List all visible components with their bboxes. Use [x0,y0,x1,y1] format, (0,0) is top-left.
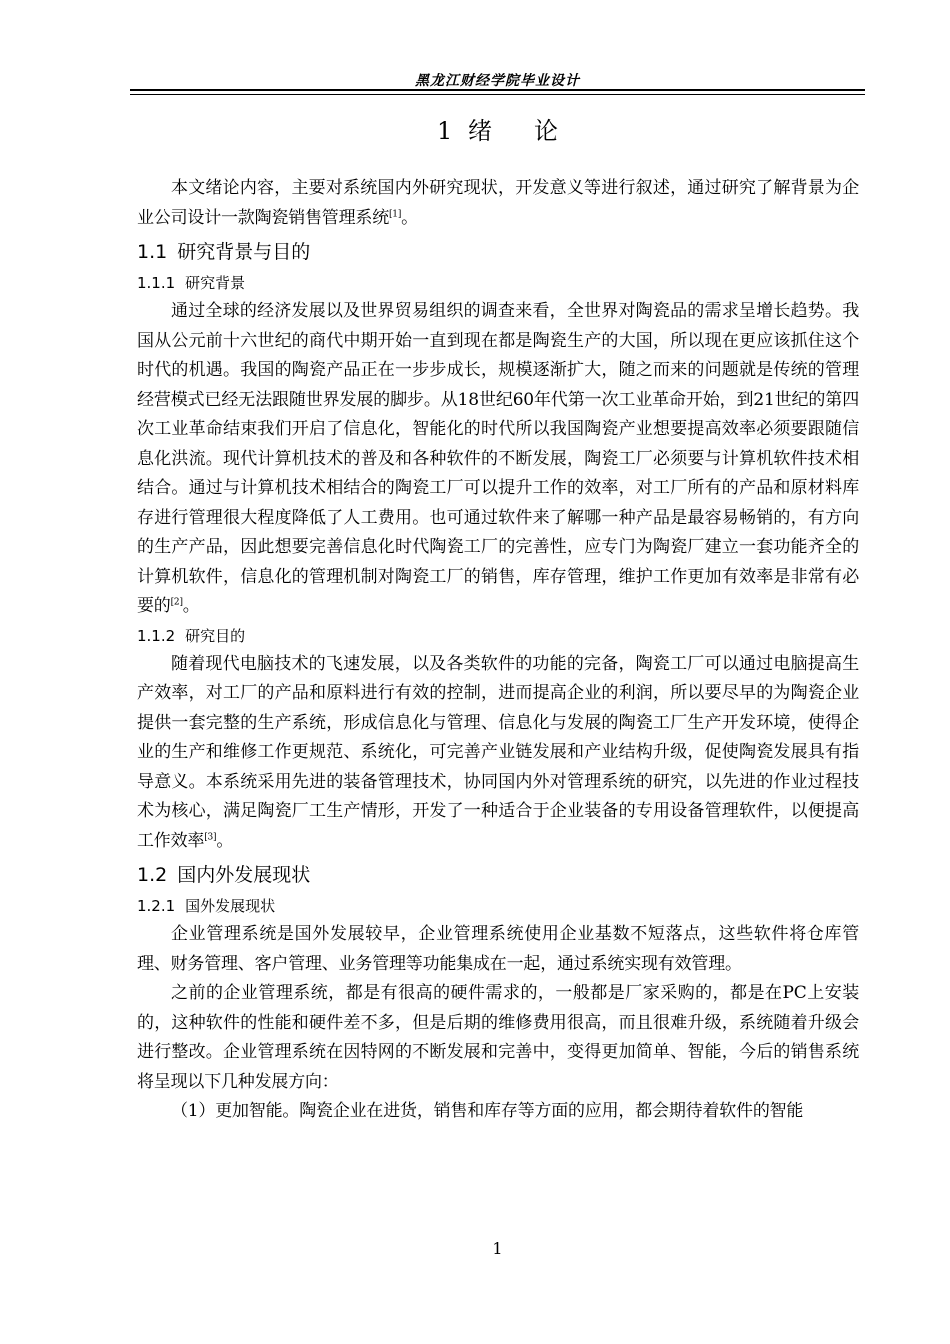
section-heading-1-2: 1.2 国内外发展现状 [137,864,311,886]
foreign-status-paragraph-2: 之前的企业管理系统，都是有很高的硬件需求的，一般都是厂家采购的，都是在PC上安装的，这种软件的性能和硬件差不多，但是后期的维修费用很高，而且很难升级，系统随着升级会进行整改。企业管理系统在因特网的不断发展和完善中，变得更加简单、智能，今后的销售系统将呈现以下几种发展方向： [137,983,859,1092]
chapter-title [130,116,865,146]
citation-ref: [3] [204,831,217,842]
chapter-number: 1 [437,117,453,145]
header-rule-thin [130,94,865,95]
section-heading-1-1-1: 1.1.1 研究背景 [137,274,246,292]
section-heading-1-1: 1.1 研究背景与目的 [137,241,311,263]
header-rule-thick [130,89,865,91]
body-content [137,174,859,1127]
intro-paragraph: 本文绪论内容，主要对系统国内外研究现状，开发意义等进行叙述，通过研究了解背景为企业公司设计一款陶瓷销售管理系统[1]。 [137,178,859,228]
citation-ref: [2] [170,597,183,608]
foreign-status-paragraph-1: 企业管理系统是国外发展较早，企业管理系统使用企业基数不短落点，这些软件将仓库管理、财务管理、客户管理、业务管理等功能集成在一起，通过系统实现有效管理。 [137,924,859,974]
running-header: 黑龙江财经学院毕业设计 [415,73,580,89]
purpose-paragraph: 随着现代电脑技术的飞速发展，以及各类软件的功能的完备，陶瓷工厂可以通过电脑提高生产效率，对工厂的产品和原料进行有效的控制，进而提高企业的利润，所以要尽早的为陶瓷企业提供一套完整的生产系统，形成信息化与管理、信息化与发展的陶瓷工厂生产开发环境，使得企业的生产和维修工作更规范、系统化，可完善产业链发展和产业结构升级，促使陶瓷发展具有指导意义。本系统采用先进的装备管理技术，协同国内外对管理系统的研究，以先进的作业过程技术为核心，满足陶瓷厂工生产情形，开发了一种适合于企业装备的专用设备管理软件，以便提高工作效率[3]。 [137,653,859,851]
section-heading-1-1-2: 1.1.2 研究目的 [137,626,246,645]
page-number: 1 [492,1239,503,1258]
section-heading-1-2-1: 1.2.1 国外发展现状 [137,897,276,915]
chapter-title-char-1: 绪 [467,117,492,145]
chapter-title-char-2: 论 [533,117,558,145]
background-paragraph: 通过全球的经济发展以及世界贸易组织的调查来看，全世界对陶瓷品的需求呈增长趋势。我国从公元前十六世纪的商代中期开始一直到现在都是陶瓷生产的大国，所以现在更应该抓住这个时代的机遇。我国的陶瓷产品正在一步步成长，规模逐渐扩大，随之而来的问题就是传统的管理经营模式已经无法跟随世界发展的脚步。从18世纪60年代第一次工业革命开始，到21世纪的第四次工业革命结束我们开启了信息化，智能化的时代所以我国陶瓷产业想要提高效率必须要跟随信息化洪流。现代计算机技术的普及和各种软件的不断发展，陶瓷工厂必须要与计算机软件技术相结合。通过与计算机技术相结合的陶瓷工厂可以提升工作的效率，对工厂所有的产品和原材料库存进行管理很大程度降低了人工费用。也可通过软件来了解哪一种产品是最容易畅销的，有方向的生产产品，因此想要完善信息化时代陶瓷工厂的完善性，应专门为陶瓷厂建立一套功能齐全的计算机软件，信息化的管理机制对陶瓷工厂的销售，库存管理，维护工作更加有效率是非常有必要的[2]。 [137,301,859,616]
foreign-status-paragraph-3: （1）更加智能。陶瓷企业在进货，销售和库存等方面的应用，都会期待着软件的智能 [171,1101,804,1121]
citation-ref: [1] [389,208,402,219]
